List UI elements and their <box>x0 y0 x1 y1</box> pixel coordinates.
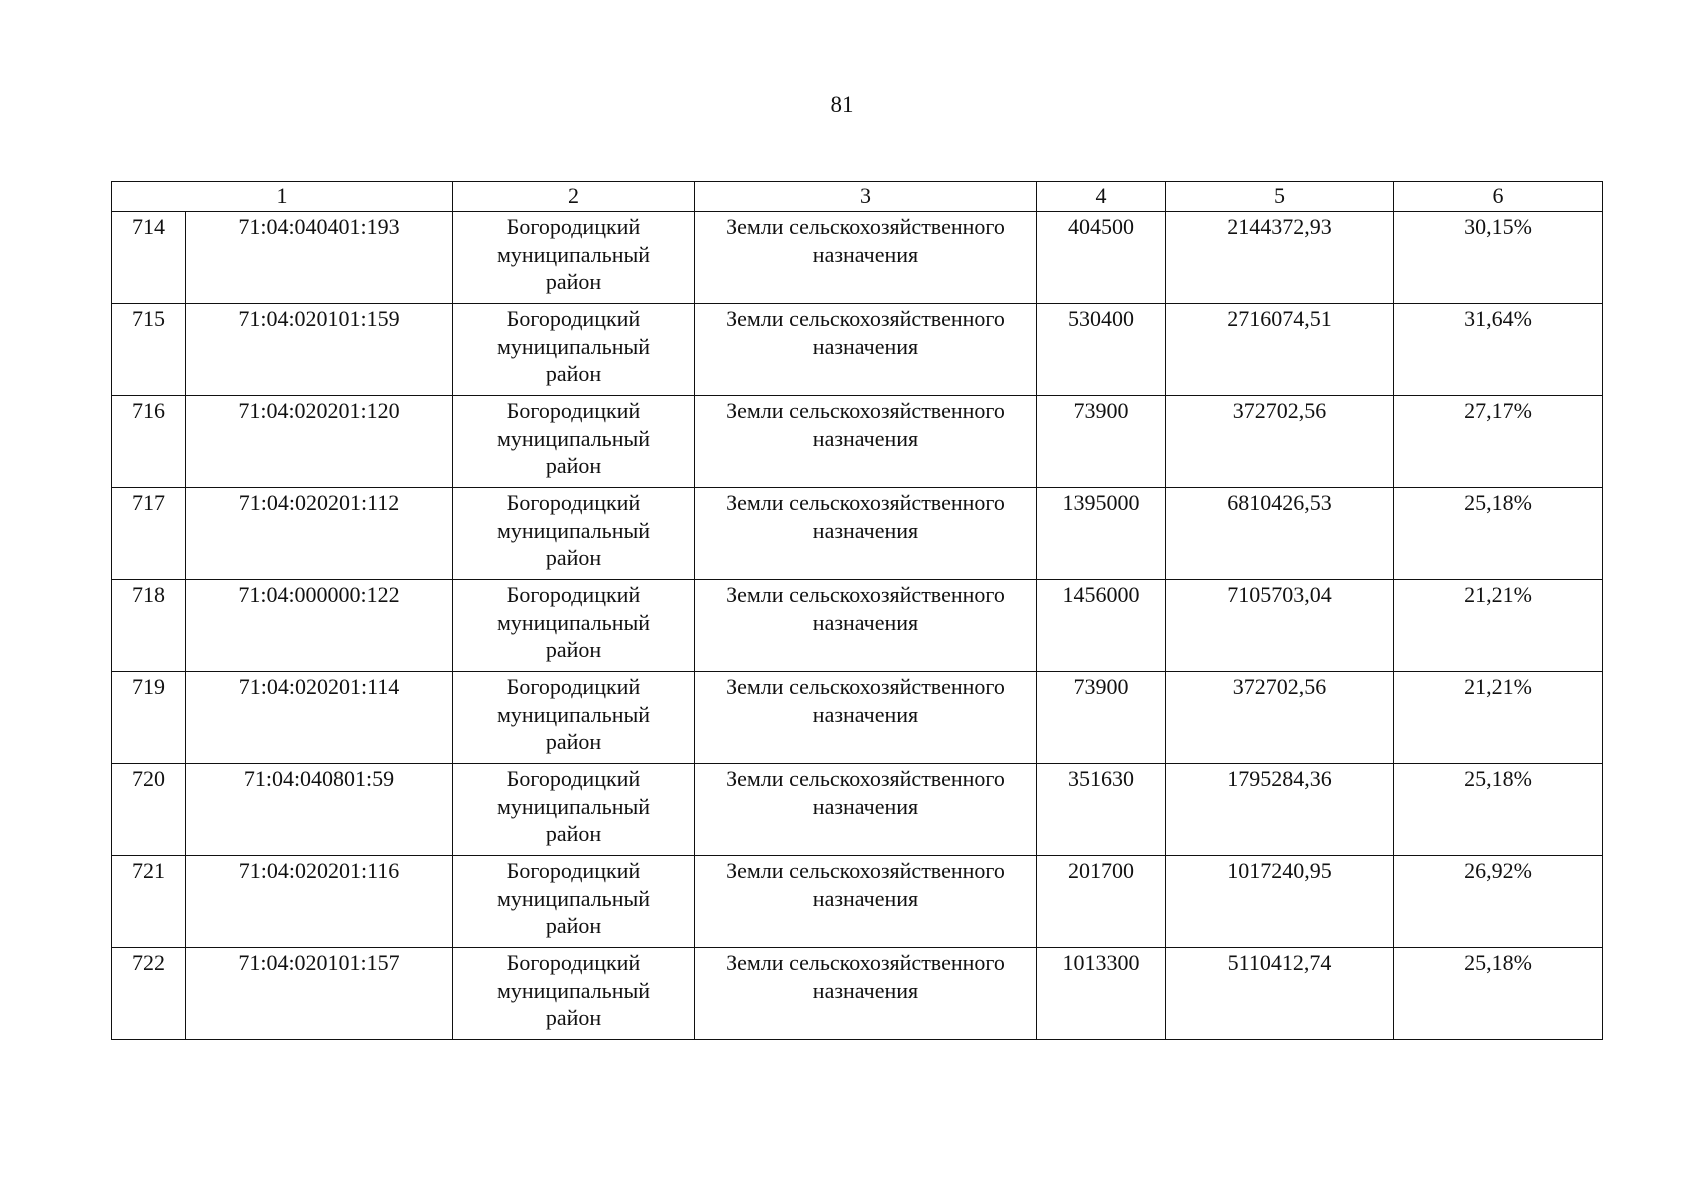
area-cell: 351630 <box>1037 764 1166 856</box>
land-category-cell-line: назначения <box>812 793 919 819</box>
district-cell-line: район <box>545 913 602 938</box>
land-category-cell-line: Земли сельскохозяйственного <box>726 214 1005 239</box>
district-cell <box>453 672 695 764</box>
land-category-cell-line: Земли сельскохозяйственного <box>726 398 1005 423</box>
district-cell-line: муниципальный <box>496 885 651 911</box>
district-cell <box>453 764 695 856</box>
district-cell-line: Богородицкий <box>506 858 641 883</box>
table-row <box>112 948 1603 1040</box>
district-cell-line: район <box>545 637 602 662</box>
district-cell-line: район <box>545 729 602 754</box>
row-number-cell: 715 <box>112 304 186 396</box>
table-row <box>112 856 1603 948</box>
cadastral-value-cell: 372702,56 <box>1166 672 1394 764</box>
percentage-cell: 26,92% <box>1394 856 1603 948</box>
land-category-cell-line: Земли сельскохозяйственного <box>726 582 1005 607</box>
cadastral-number-cell: 71:04:020201:114 <box>186 672 453 764</box>
row-number-cell: 714 <box>112 212 186 304</box>
area-cell: 530400 <box>1037 304 1166 396</box>
table-row <box>112 304 1603 396</box>
percentage-cell: 25,18% <box>1394 488 1603 580</box>
district-cell <box>453 396 695 488</box>
cadastral-number-cell: 71:04:020101:157 <box>186 948 453 1040</box>
land-category-cell <box>695 764 1037 856</box>
district-cell-line: муниципальный <box>496 517 651 543</box>
cadastral-number-cell: 71:04:040401:193 <box>186 212 453 304</box>
cadastral-value-cell: 5110412,74 <box>1166 948 1394 1040</box>
land-category-cell <box>695 856 1037 948</box>
district-cell-line: муниципальный <box>496 977 651 1003</box>
percentage-cell: 21,21% <box>1394 672 1603 764</box>
land-category-cell <box>695 672 1037 764</box>
district-cell-line: муниципальный <box>496 425 651 451</box>
land-category-cell-line: назначения <box>812 977 919 1003</box>
district-cell-line: Богородицкий <box>506 214 641 239</box>
cadastral-number-cell: 71:04:040801:59 <box>186 764 453 856</box>
percentage-cell: 21,21% <box>1394 580 1603 672</box>
row-number-cell: 719 <box>112 672 186 764</box>
area-cell: 73900 <box>1037 672 1166 764</box>
area-cell: 1456000 <box>1037 580 1166 672</box>
cadastral-value-cell: 2144372,93 <box>1166 212 1394 304</box>
district-cell-line: Богородицкий <box>506 582 641 607</box>
area-cell: 404500 <box>1037 212 1166 304</box>
land-category-cell <box>695 396 1037 488</box>
row-number-cell: 717 <box>112 488 186 580</box>
district-cell-line: муниципальный <box>496 609 651 635</box>
district-cell <box>453 580 695 672</box>
percentage-cell: 27,17% <box>1394 396 1603 488</box>
cadastral-number-cell: 71:04:000000:122 <box>186 580 453 672</box>
table-row <box>112 396 1603 488</box>
column-header-6: 6 <box>1394 182 1603 212</box>
page-number: 81 <box>830 92 854 117</box>
area-cell: 201700 <box>1037 856 1166 948</box>
cadastral-number-cell: 71:04:020201:112 <box>186 488 453 580</box>
cadastral-number-cell: 71:04:020201:120 <box>186 396 453 488</box>
cadastral-value-cell: 6810426,53 <box>1166 488 1394 580</box>
percentage-cell: 25,18% <box>1394 948 1603 1040</box>
district-cell-line: район <box>545 361 602 386</box>
row-number-cell: 720 <box>112 764 186 856</box>
land-category-cell <box>695 304 1037 396</box>
district-cell-line: район <box>545 545 602 570</box>
land-category-cell <box>695 948 1037 1040</box>
percentage-cell: 31,64% <box>1394 304 1603 396</box>
district-cell <box>453 304 695 396</box>
land-category-cell-line: назначения <box>812 885 919 911</box>
area-cell: 1395000 <box>1037 488 1166 580</box>
district-cell-line: муниципальный <box>496 793 651 819</box>
percentage-cell: 25,18% <box>1394 764 1603 856</box>
land-category-cell-line: назначения <box>812 425 919 451</box>
column-header-4: 4 <box>1037 182 1166 212</box>
district-cell <box>453 488 695 580</box>
district-cell-line: муниципальный <box>496 333 651 359</box>
row-number-cell: 721 <box>112 856 186 948</box>
district-cell <box>453 856 695 948</box>
row-number-cell: 718 <box>112 580 186 672</box>
column-header-2: 2 <box>453 182 695 212</box>
area-cell: 73900 <box>1037 396 1166 488</box>
land-category-cell <box>695 580 1037 672</box>
district-cell <box>453 212 695 304</box>
district-cell-line: район <box>545 821 602 846</box>
district-cell-line: Богородицкий <box>506 398 641 423</box>
land-category-cell-line: Земли сельскохозяйственного <box>726 306 1005 331</box>
table-body <box>112 212 1603 1040</box>
area-cell: 1013300 <box>1037 948 1166 1040</box>
district-cell <box>453 948 695 1040</box>
land-category-cell-line: Земли сельскохозяйственного <box>726 766 1005 791</box>
column-header-1: 1 <box>112 182 453 212</box>
cadastral-value-cell: 1795284,36 <box>1166 764 1394 856</box>
table-row <box>112 672 1603 764</box>
cadastral-value-cell: 372702,56 <box>1166 396 1394 488</box>
table-header <box>112 182 1603 212</box>
cadastral-number-cell: 71:04:020201:116 <box>186 856 453 948</box>
table-row <box>112 488 1603 580</box>
row-number-cell: 716 <box>112 396 186 488</box>
table-row <box>112 764 1603 856</box>
column-header-5: 5 <box>1166 182 1394 212</box>
land-category-cell-line: назначения <box>812 701 919 727</box>
header-row <box>112 182 1603 212</box>
district-cell-line: Богородицкий <box>506 674 641 699</box>
land-plots-table <box>111 181 1603 1040</box>
table-row <box>112 580 1603 672</box>
land-category-cell <box>695 212 1037 304</box>
land-category-cell <box>695 488 1037 580</box>
district-cell-line: Богородицкий <box>506 306 641 331</box>
row-number-cell: 722 <box>112 948 186 1040</box>
land-category-cell-line: назначения <box>812 517 919 543</box>
table-row <box>112 212 1603 304</box>
land-category-cell-line: Земли сельскохозяйственного <box>726 490 1005 515</box>
cadastral-number-cell: 71:04:020101:159 <box>186 304 453 396</box>
district-cell-line: муниципальный <box>496 701 651 727</box>
district-cell-line: район <box>545 269 602 294</box>
district-cell-line: Богородицкий <box>506 490 641 515</box>
district-cell-line: район <box>545 1005 602 1030</box>
land-category-cell-line: Земли сельскохозяйственного <box>726 950 1005 975</box>
land-category-cell-line: Земли сельскохозяйственного <box>726 858 1005 883</box>
land-category-cell-line: назначения <box>812 241 919 267</box>
district-cell-line: Богородицкий <box>506 766 641 791</box>
district-cell-line: район <box>545 453 602 478</box>
column-header-3: 3 <box>695 182 1037 212</box>
district-cell-line: муниципальный <box>496 241 651 267</box>
land-category-cell-line: назначения <box>812 609 919 635</box>
district-cell-line: Богородицкий <box>506 950 641 975</box>
cadastral-value-cell: 2716074,51 <box>1166 304 1394 396</box>
land-category-cell-line: назначения <box>812 333 919 359</box>
land-category-cell-line: Земли сельскохозяйственного <box>726 674 1005 699</box>
percentage-cell: 30,15% <box>1394 212 1603 304</box>
cadastral-value-cell: 7105703,04 <box>1166 580 1394 672</box>
cadastral-value-cell: 1017240,95 <box>1166 856 1394 948</box>
